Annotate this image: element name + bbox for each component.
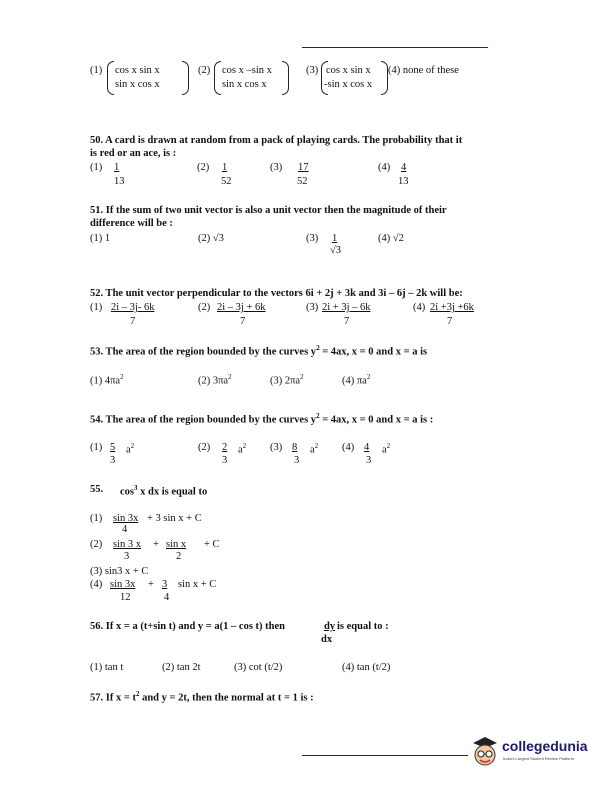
- fraction-denominator: 13: [114, 176, 125, 187]
- option-number: (2): [90, 539, 103, 550]
- option-2-row2: sin x cos x: [222, 79, 267, 90]
- fraction-denominator: 2: [176, 551, 182, 562]
- option-number: (3): [306, 233, 319, 244]
- option-4: (4) tan (t/2): [342, 662, 391, 673]
- question-text: $\cos^3 x$ dx is equal to: [120, 484, 208, 498]
- question-text: 51. If the sum of two unit vector is also a unit vector then the magnitude of their: [90, 205, 447, 216]
- fraction-numerator: 2: [222, 442, 228, 453]
- question-text: 53. The area of the region bounded by the curves $y^2 = 4ax$, x = 0 and x = a is: [90, 344, 428, 358]
- option-1-number: (1): [90, 65, 103, 76]
- fraction-denominator: 7: [344, 316, 350, 327]
- fraction-denominator: 4: [164, 592, 170, 603]
- option-number: (1): [90, 513, 103, 524]
- matrix-bracket-right: [182, 61, 189, 95]
- matrix-bracket-right: [282, 61, 289, 95]
- fraction-numerator: 2i – 3j- 6k: [111, 302, 155, 313]
- plus-sign: +: [148, 579, 154, 590]
- fraction-numerator: sin 3x: [113, 513, 139, 524]
- option-number: (2): [198, 442, 211, 453]
- option-3: (3) $2\pi a^2$: [270, 373, 304, 387]
- fraction-denominator: 52: [221, 176, 232, 187]
- matrix-bracket-right: [381, 61, 388, 95]
- option-number: (3): [270, 162, 283, 173]
- fraction-numerator: 1: [114, 162, 120, 173]
- option-number: (1): [90, 162, 103, 173]
- option-2-number: (2): [198, 65, 211, 76]
- option-3: (3) cot (t/2): [234, 662, 283, 673]
- question-text: 57. If $x = t^2$ and y = 2t, then the normal at t = 1 is :: [90, 690, 314, 704]
- logo-brand: collegedunia: [502, 738, 588, 754]
- fraction-numerator: 4: [401, 162, 407, 173]
- fraction-numerator: sin x: [166, 539, 187, 550]
- fraction-numerator: 1: [332, 233, 338, 244]
- fraction-numerator: dy: [324, 621, 336, 632]
- bottom-rule: [302, 755, 468, 756]
- question-text: 52. The unit vector perpendicular to the vectors 6i + 2j + 3k and 3i – 6j – 2k will be:: [90, 288, 463, 299]
- top-rule: [302, 47, 488, 48]
- option-rest: + C: [204, 539, 220, 550]
- option-3-row2: -sin x cos x: [324, 79, 373, 90]
- fraction-numerator: 2i + 3j – 6k: [322, 302, 371, 313]
- question-text: 56. If x = a (t+sin t) and y = a(1 – cos t) then: [90, 621, 285, 632]
- variable: $a^2$: [126, 442, 135, 456]
- fraction-denominator: 52: [297, 176, 308, 187]
- option-number: (1): [90, 442, 103, 453]
- fraction-denominator: 7: [130, 316, 136, 327]
- option-2: (2) tan 2t: [162, 662, 201, 673]
- fraction-numerator: 1: [222, 162, 228, 173]
- fraction-denominator: 3: [124, 551, 130, 562]
- matrix-bracket-left: [214, 61, 221, 95]
- fraction-denominator: 7: [447, 316, 453, 327]
- fraction-numerator: 17: [298, 162, 309, 173]
- fraction-denominator: 3: [110, 455, 116, 466]
- fraction-numerator: 5: [110, 442, 116, 453]
- option-4: (4) √2: [378, 233, 404, 244]
- question-text: 54. The area of the region bounded by the curves $y^2 = 4ax$, x = 0 and x = a is :: [90, 412, 434, 426]
- collegedunia-logo: [470, 734, 604, 774]
- option-3: (3) sin3 x + C: [90, 566, 149, 577]
- option-3-number: (3): [306, 65, 319, 76]
- fraction-numerator: sin 3 x: [113, 539, 142, 550]
- question-text: 50. A card is drawn at random from a pack of playing cards. The probability that it: [90, 135, 463, 146]
- fraction-numerator: 2i – 3j + 6k: [217, 302, 266, 313]
- option-number: (2): [197, 162, 210, 173]
- fraction-denominator: 4: [122, 524, 128, 535]
- option-number: (4): [342, 442, 355, 453]
- option-number: (4): [413, 302, 426, 313]
- plus-sign: +: [153, 539, 159, 550]
- question-text: is equal to :: [337, 621, 389, 632]
- fraction-denominator: dx: [321, 634, 333, 645]
- fraction-denominator: 3: [294, 455, 300, 466]
- option-number: (2): [198, 302, 211, 313]
- fraction-denominator: 13: [398, 176, 409, 187]
- option-2-row1: cos x –sin x: [222, 65, 272, 76]
- fraction-numerator: sin 3x: [110, 579, 136, 590]
- option-number: (1): [90, 302, 103, 313]
- fraction-numerator: 8: [292, 442, 298, 453]
- question-text: difference will be :: [90, 218, 173, 229]
- fraction-numerator: 3: [162, 579, 168, 590]
- option-rest: sin x + C: [178, 579, 217, 590]
- variable: $a^2$: [238, 442, 247, 456]
- option-3-row1: cos x sin x: [326, 65, 371, 76]
- fraction-denominator: 7: [240, 316, 246, 327]
- fraction-denominator: 12: [120, 592, 131, 603]
- option-4: (4) none of these: [388, 65, 459, 76]
- option-number: (3): [270, 442, 283, 453]
- matrix-bracket-left: [107, 61, 114, 95]
- option-number: (3): [306, 302, 319, 313]
- option-1-row1: cos x sin x: [115, 65, 160, 76]
- option-number: (4): [90, 579, 103, 590]
- fraction-denominator: 3: [222, 455, 228, 466]
- option-2: (2) √3: [198, 233, 224, 244]
- option-4: (4) $\pi a^2$: [342, 373, 371, 387]
- variable: $a^2$: [310, 442, 319, 456]
- logo-tagline: India's Largest Student Review Platform: [503, 756, 575, 761]
- variable: $a^2$: [382, 442, 391, 456]
- fraction-denominator: √3: [330, 245, 342, 256]
- option-2: (2) $3\pi a^2$: [198, 373, 232, 387]
- option-1: (1) 1: [90, 233, 111, 244]
- option-1-row2: sin x cos x: [115, 79, 160, 90]
- option-rest: + 3 sin x + C: [147, 513, 202, 524]
- question-text: is red or an ace, is :: [90, 148, 177, 159]
- option-1: (1) $4\pi a^2$: [90, 373, 124, 387]
- fraction-numerator: 4: [364, 442, 370, 453]
- question-number: 55.: [90, 484, 104, 495]
- fraction-denominator: 3: [366, 455, 372, 466]
- mascot-icon: [470, 734, 500, 768]
- fraction-numerator: 2i +3j +6k: [430, 302, 474, 313]
- option-number: (4): [378, 162, 391, 173]
- option-1: (1) tan t: [90, 662, 124, 673]
